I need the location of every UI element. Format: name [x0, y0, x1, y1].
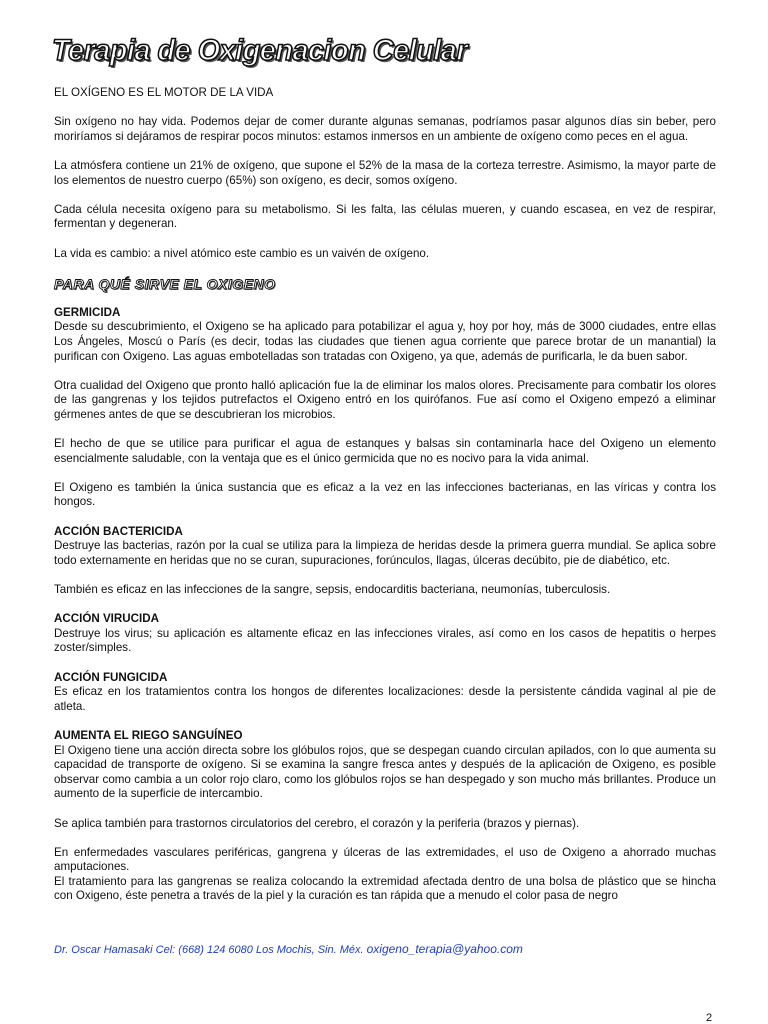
riego-section: [54, 729, 716, 802]
virucida-heading: ACCIÓN VIRUCIDA: [54, 612, 159, 626]
footer-contact-text: Dr. Oscar Hamasaki Cel: (668) 124 6080 Los Mochis, Sin. Méx.: [54, 944, 364, 956]
intro-paragraph-4: La vida es cambio: a nivel atómico este cambio es un vaivén de oxígeno.: [54, 246, 430, 260]
riego-paragraph-2: Se aplica también para trastornos circulatorios del cerebro, el corazón y la periferia (brazos y piernas).: [54, 816, 580, 830]
intro-paragraph-3: Cada célula necesita oxígeno para su metabolismo. Si les falta, las células mueren, y cuando escasea, en vez de respirar, fermentan y degeneran.: [54, 202, 716, 231]
fungicida-heading: ACCIÓN FUNGICIDA: [54, 670, 168, 684]
page-title: Terapia de Oxigenacion Celular: [52, 34, 468, 67]
germicida-paragraph-2: Otra cualidad del Oxigeno que pronto halló aplicación fue la de eliminar los malos olores. Precisamente para combatir los olores de las gangrenas y los tejidos putrefactos el Oxigeno entró en los quirófanos. Fue así como el Oxigeno empezó a eliminar gérmenes antes de que se descubrieran los microbios.: [54, 378, 716, 421]
page-number: 2: [706, 1012, 713, 1024]
bactericida-paragraph-2: También es eficaz en las infecciones de la sangre, sepsis, endocarditis bacteriana, neumonías, tuberculosis.: [54, 583, 611, 596]
fungicida-paragraph-1: Es eficaz en los tratamientos contra los hongos de diferentes localizaciones: desde la persistente cándida vaginal al pie de atleta.: [54, 685, 716, 713]
riego-paragraph-4: El tratamiento para las gangrenas se realiza colocando la extremidad afectada dentro de una bolsa de plástico que se hincha con Oxigeno, éste penetra a través de la piel y la curación es tan rápida que a menudo el color pasa de negro: [54, 874, 716, 903]
bactericida-heading: ACCIÓN BACTERICIDA: [54, 524, 183, 538]
riego-heading: AUMENTA EL RIEGO SANGUÍNEO: [54, 728, 243, 742]
germicida-paragraph-1: Desde su descubrimiento, el Oxigeno se ha aplicado para potabilizar el agua y, hoy por hoy, más de 3000 ciudades, entre ellas Los Ángeles, Moscú o París (es decir, todas las ciudades que tienen agua corriente que parece brotar de un manantial) la purifican con Oxigeno. Las aguas embotelladas son tratadas con Oxigeno, ya que, además de purificarla, le da buen sabor.: [54, 320, 716, 363]
intro-paragraph-1: Sin oxígeno no hay vida. Podemos dejar de comer durante algunas semanas, podríamos pasar algunos días sin beber, pero moriríamos si dejáramos de respirar pocos minutos: estamos inmersos en un ambiente de oxígeno como peces en el agua.: [54, 115, 716, 143]
intro-paragraph-2: La atmósfera contiene un 21% de oxígeno, que supone el 52% de la masa de la corteza terrestre. Asimismo, la mayor parte de los elementos de nuestro cuerpo (65%) son oxígeno, es decir, somos oxígeno.: [54, 158, 716, 187]
footer-contact: [54, 942, 523, 956]
virucida-paragraph-1: Destruye los virus; su aplicación es altamente eficaz en las infecciones virales, así como en los casos de hepatitis o herpes zoster/simples.: [54, 626, 716, 655]
germicida-heading: GERMICIDA: [54, 305, 121, 319]
germicida-section: [54, 306, 716, 364]
riego-paragraph-1: El Oxigeno tiene una acción directa sobre los glóbulos rojos, que se despegan cuando circulan apilados, con lo que aumenta su capacidad de transporte de oxígeno. Si se examina la sangre fresca antes y después de la aplicación de Oxigeno, es posible observar como cambia a un color rojo claro, como los glóbulos rojos se han despegado y son mucho más brillantes. Produce un aumento de la superficie de intercambio.: [54, 743, 716, 801]
bactericida-section: [54, 525, 716, 569]
virucida-section: [54, 612, 716, 656]
riego-paragraph-3: En enfermedades vasculares periféricas, gangrena y úlceras de las extremidades, el uso de Oxigeno a ahorrado muchas amputaciones.: [54, 845, 716, 874]
fungicida-section: [54, 671, 716, 715]
document-body: [54, 86, 716, 904]
germicida-paragraph-3: El hecho de que se utilice para purificar el agua de estanques y balsas sin contaminarla hace del Oxigeno un elemento esencialmente saludable, con la ventaja que es el único germicida que no es nocivo para la vida animal.: [54, 437, 716, 465]
section-title: PARA QUÉ SIRVE EL OXIGENO: [54, 275, 276, 292]
footer-email-link[interactable]: oxigeno_terapia@yahoo.com: [366, 942, 523, 956]
germicida-paragraph-4: El Oxigeno es también la única sustancia que es eficaz a la vez en las infecciones bacterianas, en las víricas y contra los hongos.: [54, 480, 716, 509]
bactericida-paragraph-1: Destruye las bacterias, razón por la cual se utiliza para la limpieza de heridas desde la primera guerra mundial. Se aplica sobre todo externamente en heridas que no se curan, supuraciones, forúnculos, llagas, úlceras decúbito, pie de diabético, etc.: [54, 539, 716, 567]
subtitle: EL OXÍGENO ES EL MOTOR DE LA VIDA: [54, 86, 274, 99]
